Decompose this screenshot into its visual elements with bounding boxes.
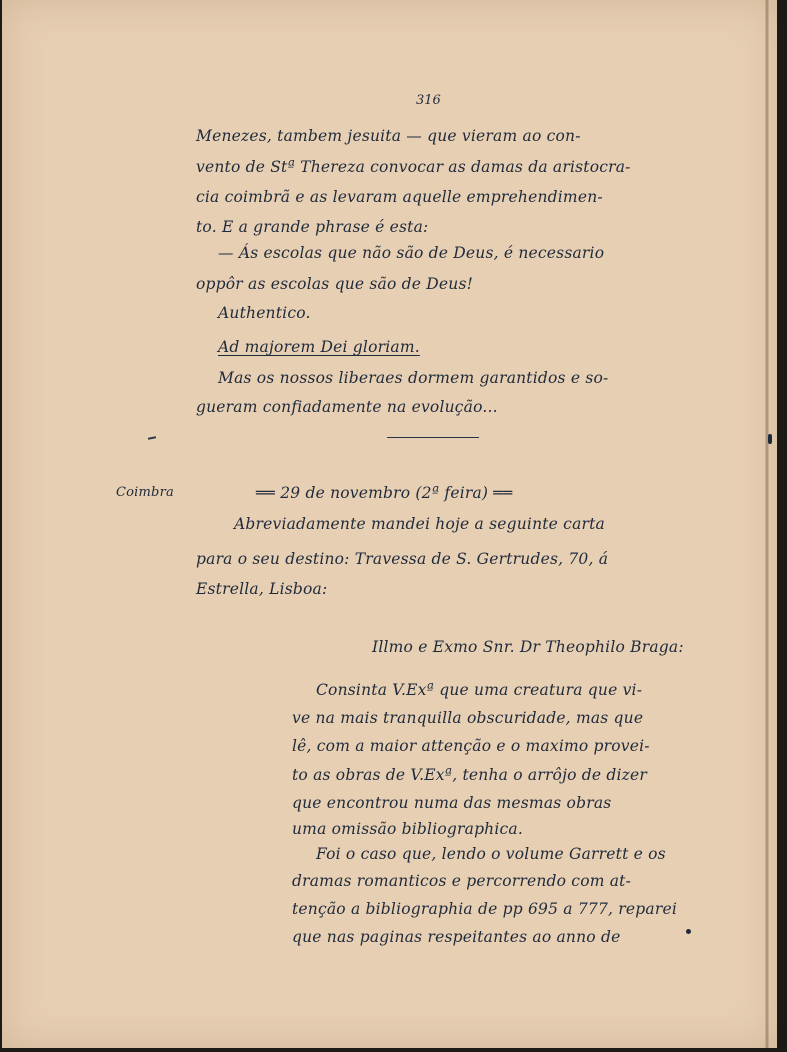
text-line: lê, com a maior attenção e o maximo provei- bbox=[292, 737, 650, 755]
text-line: Abreviadamente mandei hoje a seguinte carta bbox=[234, 515, 605, 533]
text-line: gueram confiadamente na evolução... bbox=[196, 398, 498, 416]
text-line: Ad majorem Dei gloriam. bbox=[218, 338, 420, 356]
text-line: Menezes, tambem jesuita — que vieram ao con- bbox=[196, 127, 581, 145]
text-line: Estrella, Lisboa: bbox=[196, 580, 328, 598]
text-line: tenção a bibliographia de pp 695 a 777, reparei bbox=[292, 900, 677, 918]
text-line: Consinta V.Exª que uma creatura que vi- bbox=[316, 681, 643, 699]
text-line: oppôr as escolas que são de Deus! bbox=[196, 275, 474, 293]
text-line: Mas os nossos liberaes dormem garantidos e so- bbox=[218, 369, 609, 387]
ink-mark bbox=[768, 434, 772, 444]
text-line: que nas paginas respeitantes ao anno de bbox=[292, 928, 621, 946]
text-line: Foi o caso que, lendo o volume Garrett e os bbox=[316, 845, 666, 863]
page-fold-shadow bbox=[765, 0, 769, 1048]
text-line: que encontrou numa das mesmas obras bbox=[292, 794, 612, 812]
text-line: to as obras de V.Exª, tenha o arrôjo de dizer bbox=[292, 766, 648, 784]
section-divider bbox=[387, 437, 479, 438]
manuscript-page bbox=[2, 0, 777, 1048]
ink-dot bbox=[686, 929, 691, 934]
text-line: cia coimbrã e as levaram aquelle emprehendimen- bbox=[196, 188, 603, 206]
text-line: uma omissão bibliographica. bbox=[292, 820, 523, 838]
text-line: ve na mais tranquilla obscuridade, mas que bbox=[292, 709, 644, 727]
text-line: dramas romanticos e percorrendo com at- bbox=[292, 872, 632, 890]
text-line: to. E a grande phrase é esta: bbox=[196, 218, 429, 236]
letter-salutation: Illmo e Exmo Snr. Dr Theophilo Braga: bbox=[372, 638, 684, 656]
date-heading: ══ 29 de novembro (2ª feira) ══ bbox=[256, 484, 513, 502]
page-number: 316 bbox=[416, 93, 441, 108]
text-line: vento de Stª Thereza convocar as damas da aristocra- bbox=[196, 158, 631, 176]
text-line: para o seu destino: Travessa de S. Gertrudes, 70, á bbox=[196, 550, 609, 568]
text-line: Authentico. bbox=[218, 304, 311, 322]
ink-mark bbox=[148, 436, 156, 440]
text-line: — Ás escolas que não são de Deus, é necessario bbox=[218, 244, 605, 262]
margin-place-note: Coimbra bbox=[116, 485, 174, 500]
